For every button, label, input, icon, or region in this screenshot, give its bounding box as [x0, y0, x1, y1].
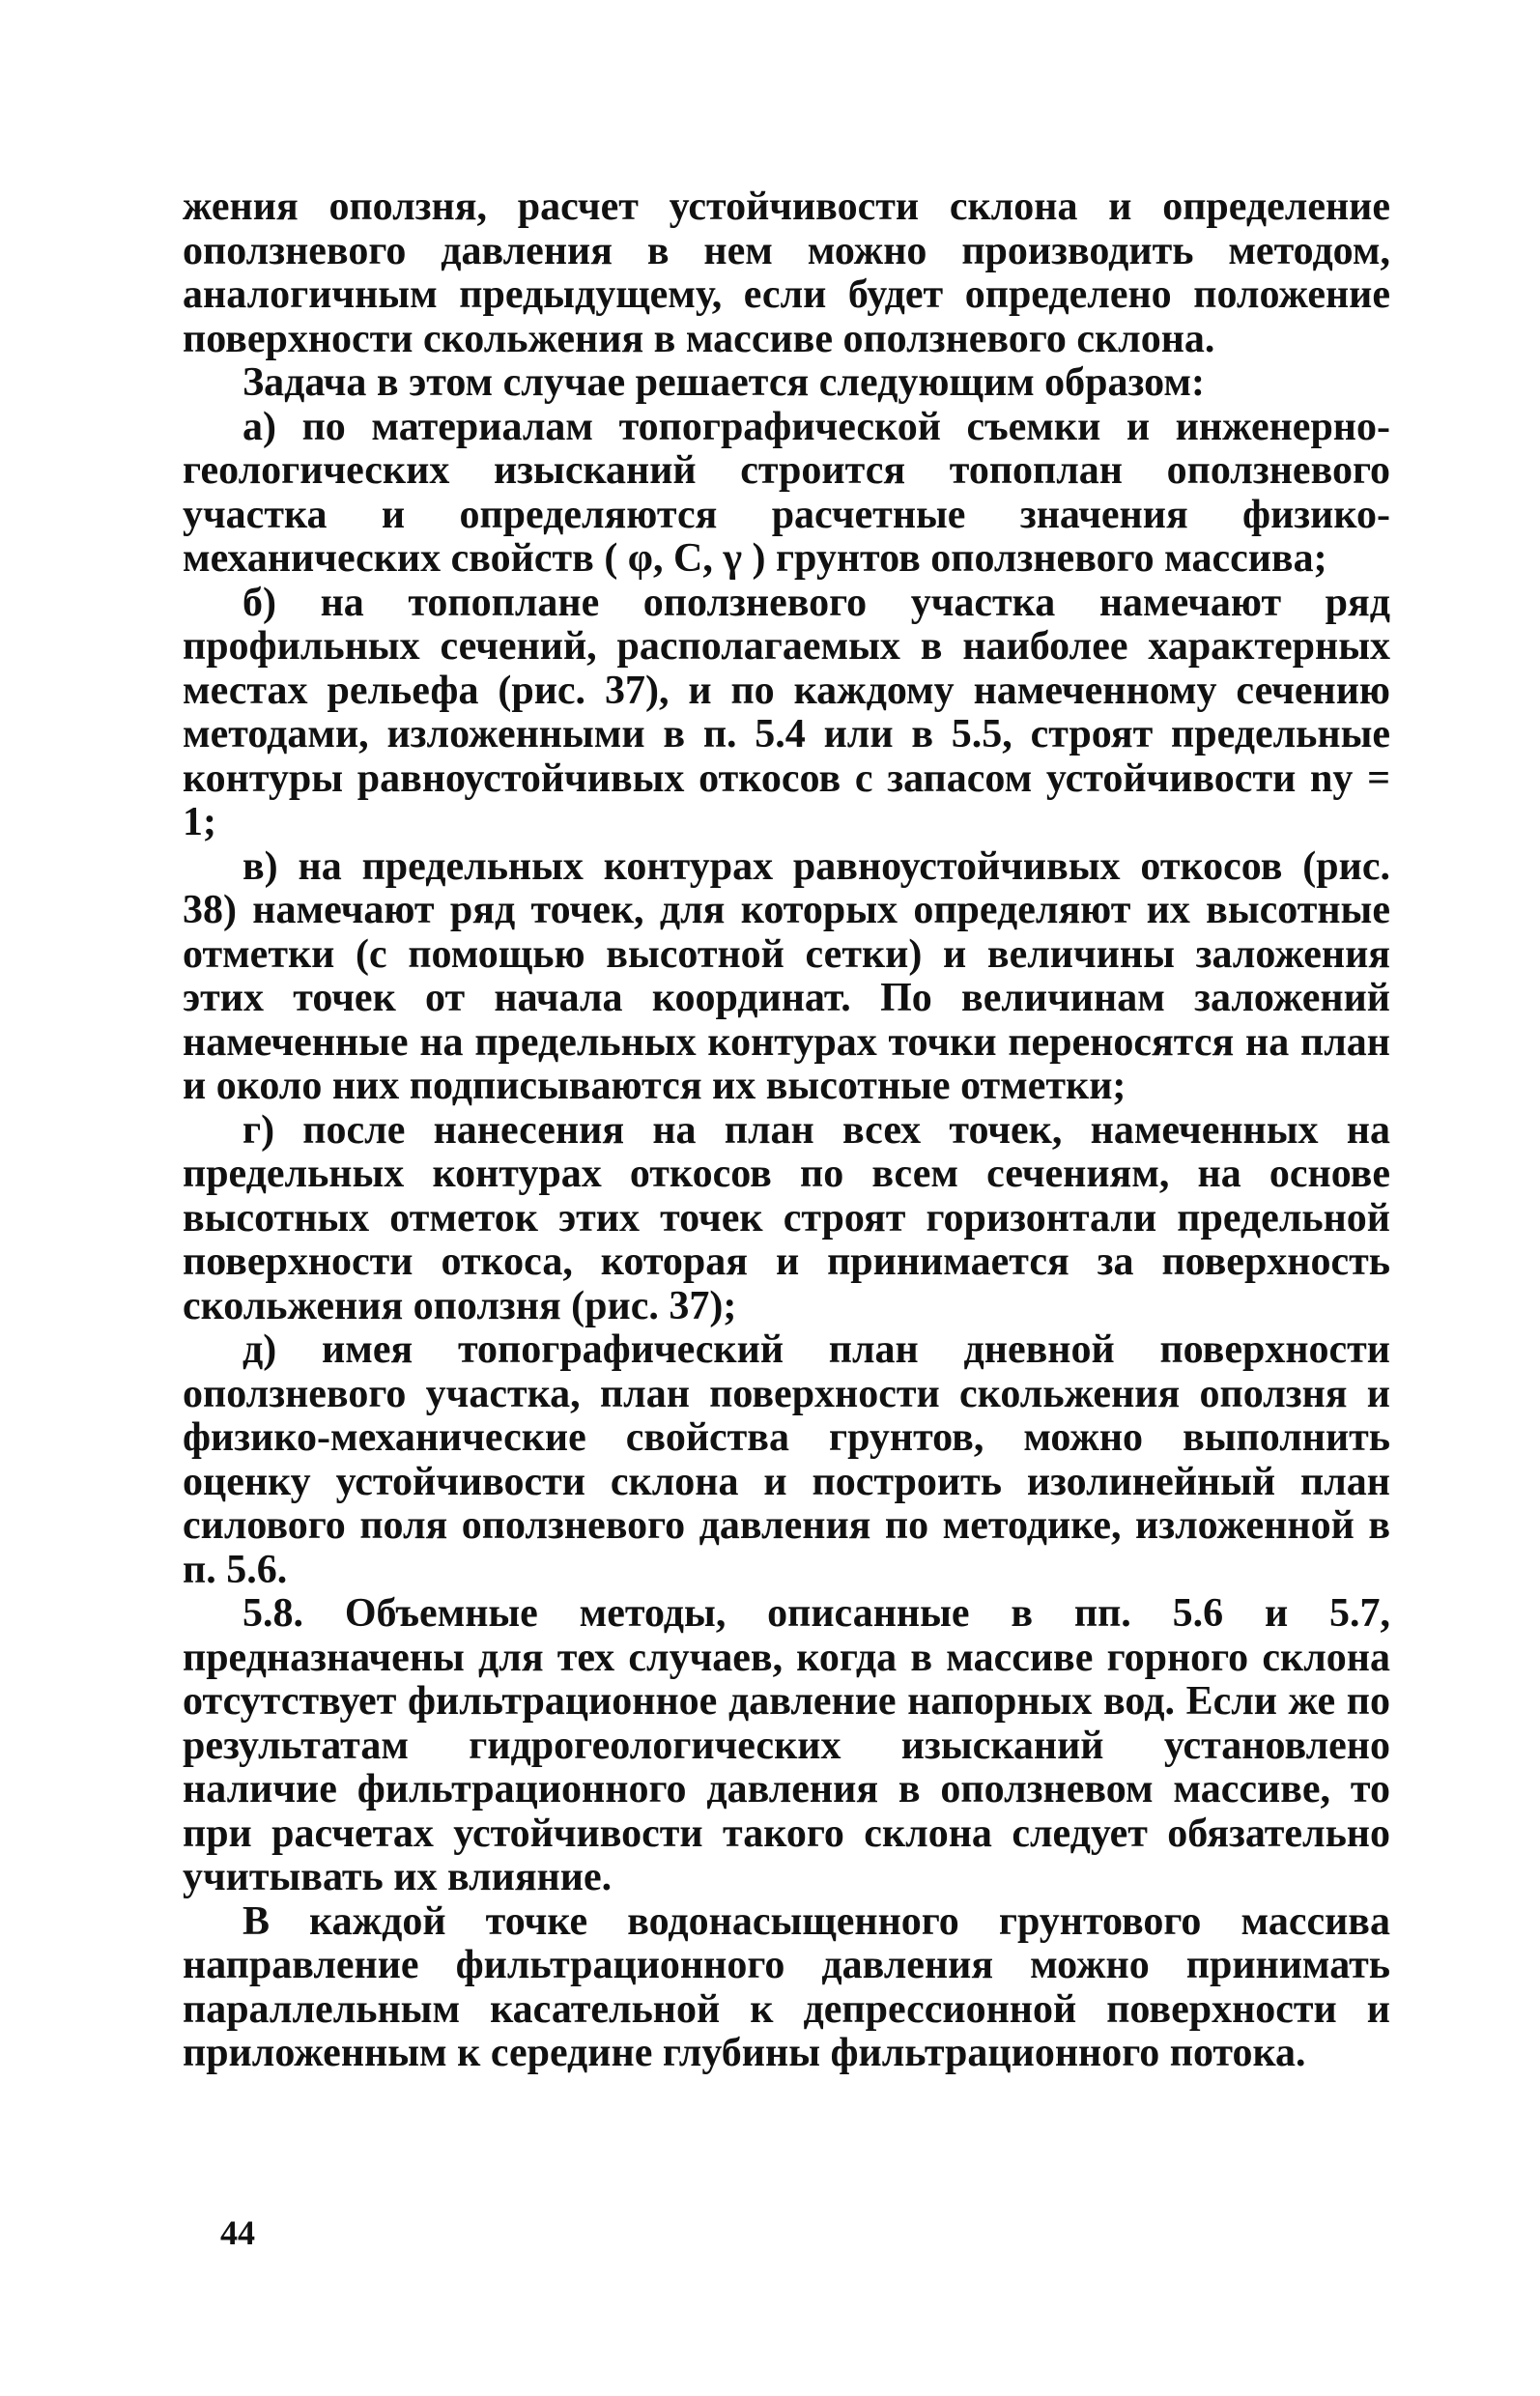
- paragraph-step-d: д) имея топографический план дневной поверхности оползневого участка, план поверхности скольжения оползня и физико-механические свойства грунтов, можно выполнить оценку устойчивости склона и построить изолинейный план силового поля оползневого давления по методике, изложенной в п. 5.6.: [183, 1327, 1390, 1592]
- paragraph-filtration-direction: В каждой точке водонасыщенного грунтового массива направление фильтрационного давления можно принимать параллельным касательной к депрессионной поверхности и приложенным к середине глубины фильтрационного потока.: [183, 1898, 1390, 2075]
- paragraph-step-a: а) по материалам топографической съемки и инженерно-геологических изысканий строится топоплан оползневого участка и определяются расчетные значения физико-механических свойств ( φ, C, γ ) грунтов оползневого массива;: [183, 404, 1390, 581]
- page-body: [183, 185, 1390, 2076]
- page-number: 44: [220, 2213, 255, 2252]
- paragraph-step-b: б) на топоплане оползневого участка намечают ряд профильных сечений, располагаемых в наиболее характерных местах рельефа (рис. 37), и по каждому намеченному сечению методами, изложенными в п. 5.4 или в 5.5, строят предельные контуры равноустойчивых откосов с запасом устойчивости nу = 1;: [183, 580, 1390, 844]
- paragraph-step-v: в) на предельных контурах равноустойчивых откосов (рис. 38) намечают ряд точек, для которых определяют их высотные отметки (с помощью высотной сетки) и величины заложения этих точек от начала координат. По величинам заложений намеченные на предельных контурах точки переносятся на план и около них подписываются их высотные отметки;: [183, 843, 1390, 1108]
- paragraph-section-5-8: 5.8. Объемные методы, описанные в пп. 5.6 и 5.7, предназначены для тех случаев, когда в массиве горного склона отсутствует фильтрационное давление напорных вод. Если же по результатам гидрогеологических изысканий установлено наличие фильтрационного давления в оползневом массиве, то при расчетах устойчивости такого склона следует обязательно учитывать их влияние.: [183, 1591, 1390, 1899]
- paragraph-step-g: г) после нанесения на план всех точек, намеченных на предельных контурах откосов по всем сечениям, на основе высотных отметок этих точек строят горизонтали предельной поверхности откоса, которая и принимается за поверхность скольжения оползня (рис. 37);: [183, 1107, 1390, 1328]
- paragraph-task-intro: Задача в этом случае решается следующим образом:: [242, 360, 1205, 405]
- paragraph-continuation: жения оползня, расчет устойчивости склона и определение оползневого давления в нем можно производить методом, аналогичным предыдущему, если будет определено положение поверхности скольжения в массиве оползневого склона.: [183, 185, 1390, 361]
